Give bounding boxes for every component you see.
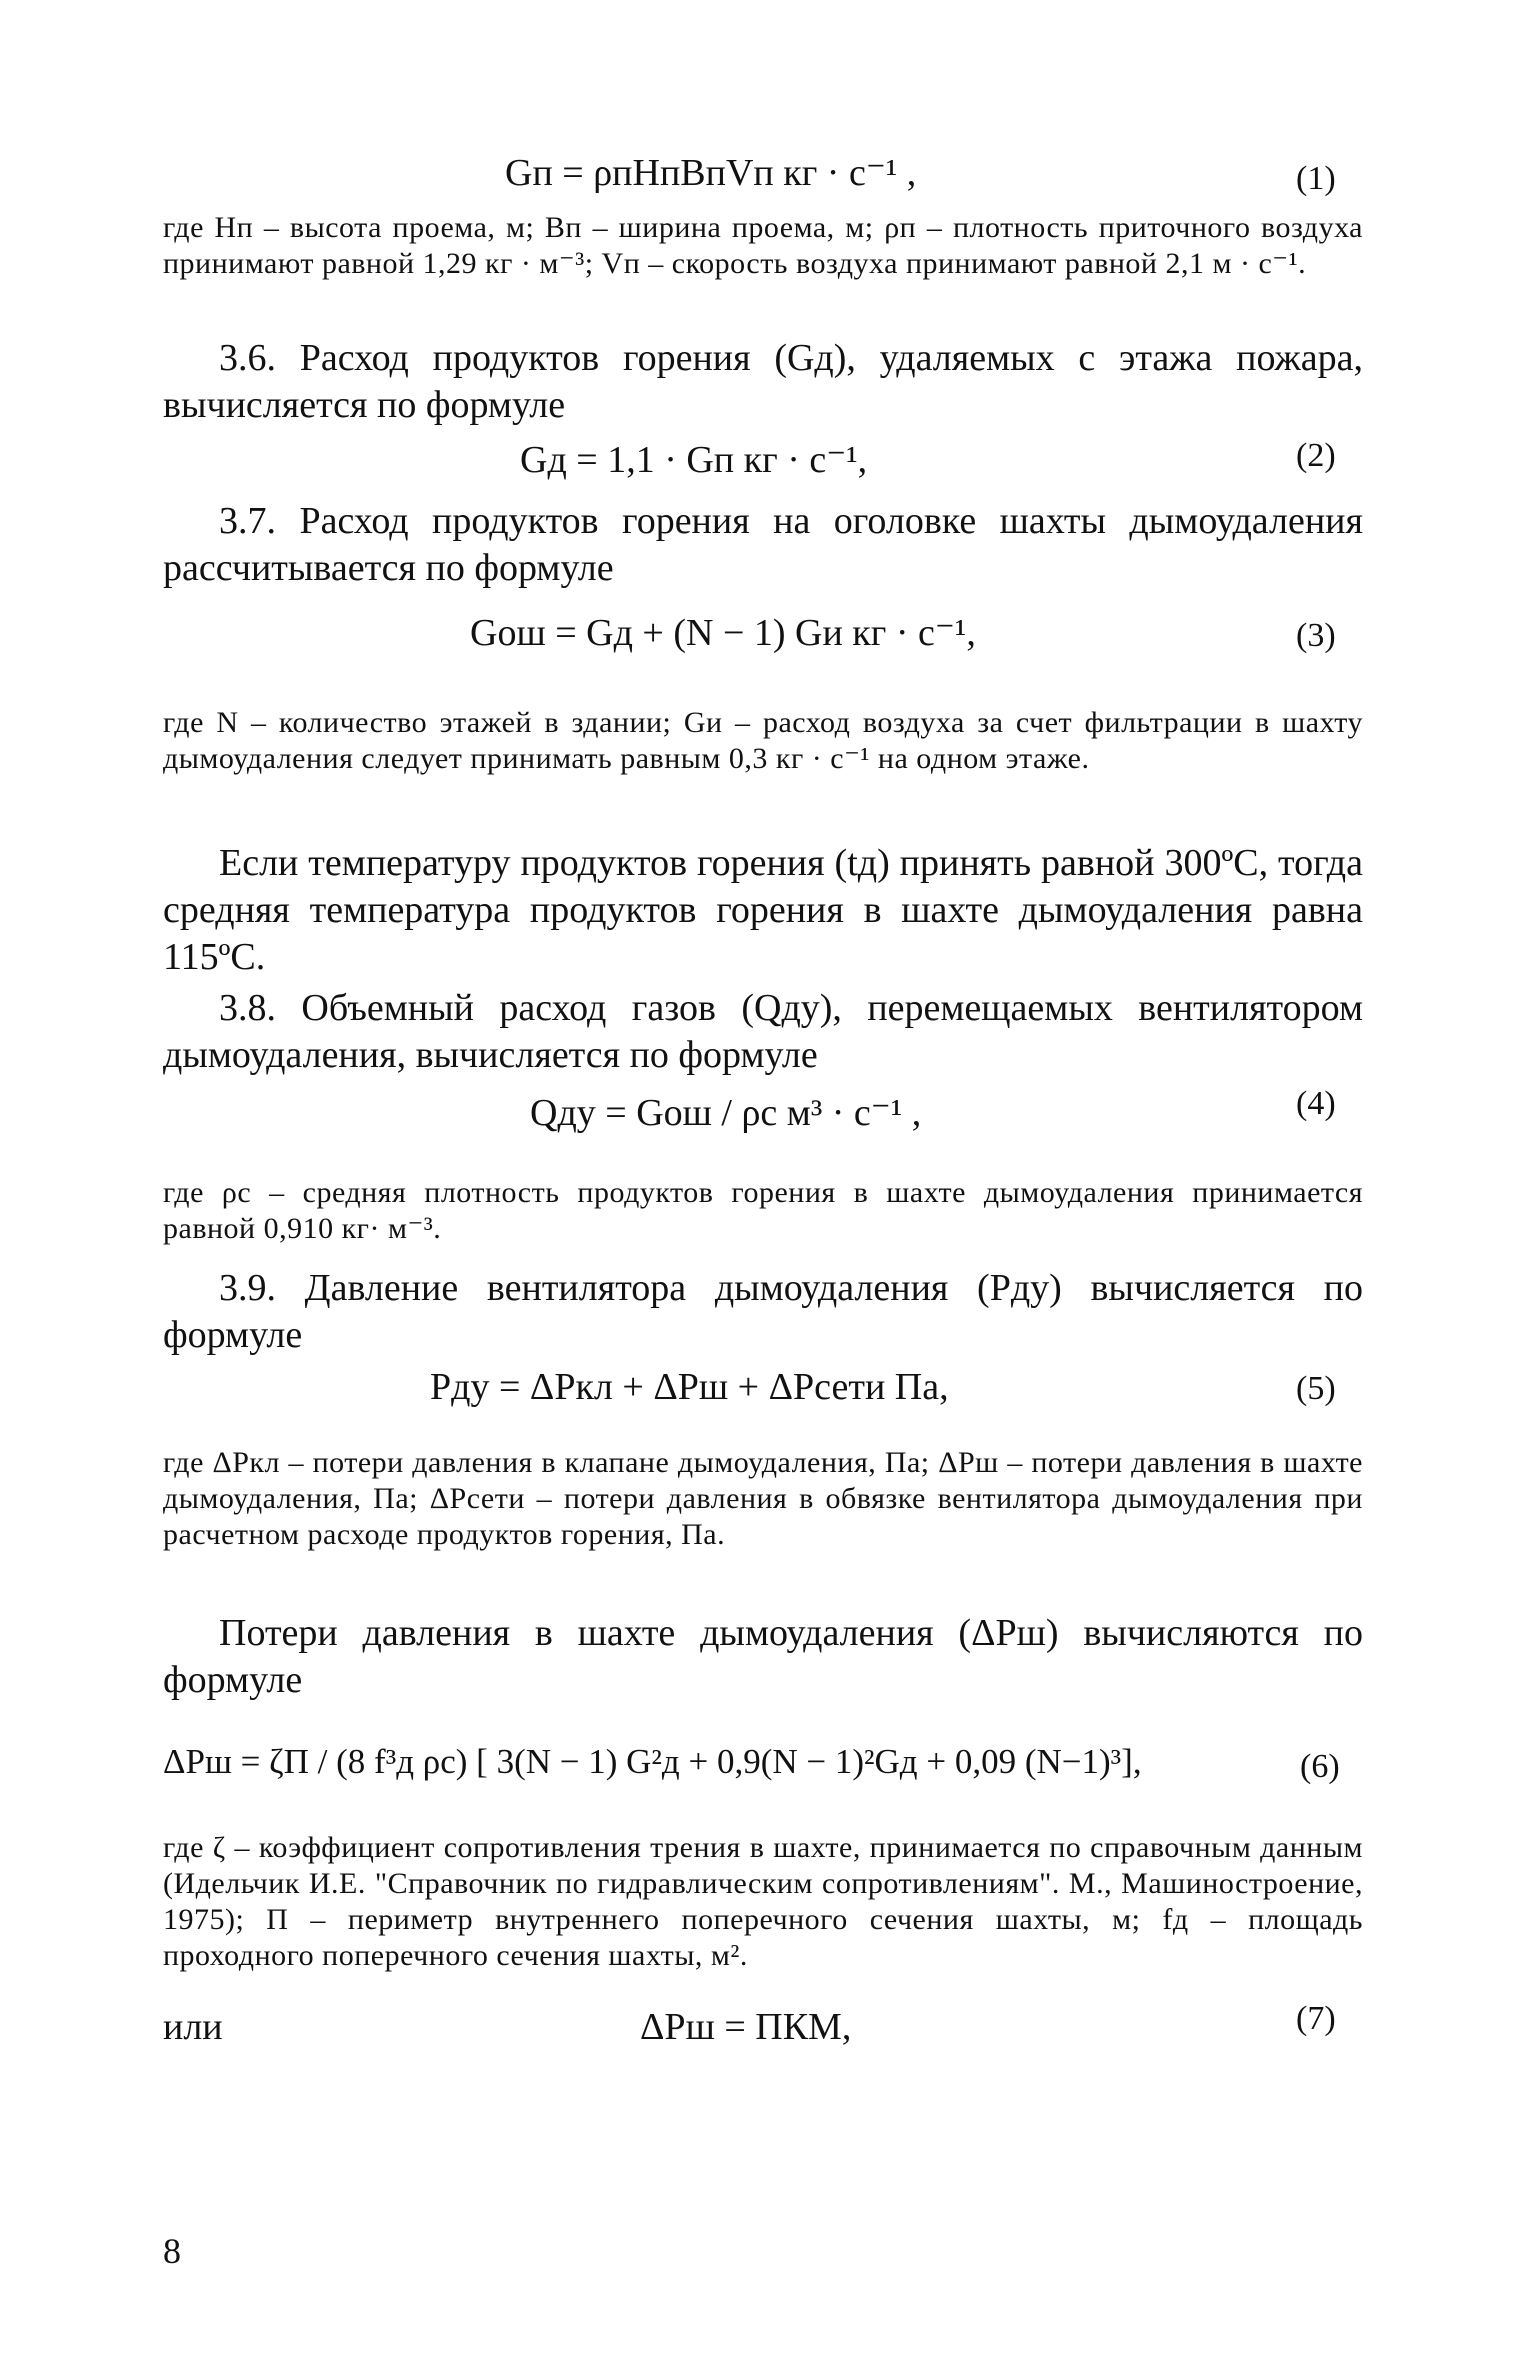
section-3-8 (163, 985, 1363, 1079)
formula-2: Gд = 1,1 · Gп кг · с⁻¹, (520, 439, 868, 481)
equation-number-2: (2) (1296, 437, 1336, 474)
formula-3: Gош = Gд + (N − 1) Gи кг · с⁻¹, (470, 612, 976, 654)
section-3-6 (163, 335, 1363, 429)
equation-number-6: (6) (1300, 1748, 1340, 1785)
paragraph-text: 3.7. Расход продуктов горения на оголовке шахты дымоудаления рассчитывается по формуле (163, 500, 1363, 589)
equation-number-3: (3) (1296, 617, 1336, 654)
formula-7: ΔPш = ПКМ, (640, 2006, 852, 2048)
equation-number-4: (4) (1296, 1085, 1336, 1122)
section-3-7 (163, 498, 1363, 592)
or-word: или (163, 2006, 223, 2048)
paragraph-text: 3.8. Объемный расход газов (Qду), перемещаемых вентилятором дымоудаления, вычисляется по формуле (163, 987, 1363, 1076)
formula-5: Pду = ΔPкл + ΔPш + ΔPсети Па, (430, 1366, 949, 1408)
equation-number-7: (7) (1296, 2000, 1336, 2037)
equation-number-5: (5) (1296, 1370, 1336, 1407)
paragraph-text: Если температуру продуктов горения (tд) принять равной 300ºС, тогда средняя температура продуктов горения в шахте дымоудаления равна 115ºС. (163, 842, 1363, 978)
paragraph-text: 3.9. Давление вентилятора дымоудаления (Pду) вычисляется по формуле (163, 1267, 1363, 1356)
formula-6: ΔPш = ζП / (8 f³д ρс) [ 3(N − 1) G²д + 0,9(N − 1)²Gд + 0,09 (N−1)³], (163, 1742, 1142, 1781)
note-text: где N – количество этажей в здании; Gи – расход воздуха за счет фильтрации в шахту дымоудаления следует принимать равным 0,3 кг · с⁻¹ на одном этаже. (163, 706, 1363, 775)
note-text: где ζ – коэффициент сопротивления трения в шахте, принимается по справочным данным (Идельчик И.Е. "Справочник по гидравлическим сопротивлениям". М., Машиностроение, 1975); П – периметр внутреннего поперечного сечения шахты, м; fд – площадь проходного поперечного сечения шахты, м². (163, 1831, 1363, 1972)
equation-number-1: (1) (1296, 160, 1336, 197)
note-text: где Hп – высота проема, м; Bп – ширина проема, м; ρп – плотность приточного воздуха принимают равной 1,29 кг · м⁻³; Vп – скорость воздуха принимают равной 2,1 м · с⁻¹. (163, 211, 1363, 280)
paragraph-text: 3.6. Расход продуктов горения (Gд), удаляемых с этажа пожара, вычисляется по формуле (163, 337, 1363, 426)
formula-1: Gп = ρпHпBпVп кг · с⁻¹ , (505, 152, 917, 194)
note-text: где ρс – средняя плотность продуктов горения в шахте дымоудаления принимается равной 0,910 кг· м⁻³. (163, 1176, 1363, 1245)
note-formula-1 (163, 210, 1363, 282)
pressure-loss-paragraph (163, 1610, 1363, 1704)
note-text: где ΔPкл – потери давления в клапане дымоудаления, Па; ΔPш – потери давления в шахте дымоудаления, Па; ΔPсети – потери давления в обвязке вентилятора дымоудаления при расчетном расходе продуктов горения, Па. (163, 1446, 1363, 1551)
page-number: 8 (163, 2231, 181, 2271)
paragraph-text: Потери давления в шахте дымоудаления (ΔPш) вычисляются по формуле (163, 1612, 1363, 1701)
section-3-9 (163, 1265, 1363, 1359)
note-formula-5 (163, 1445, 1363, 1553)
note-formula-6 (163, 1830, 1363, 1974)
note-formula-3 (163, 705, 1363, 777)
formula-4: Qду = Gош / ρс м³ · с⁻¹ , (530, 1092, 922, 1134)
temperature-paragraph (163, 840, 1363, 981)
note-formula-4 (163, 1175, 1363, 1247)
